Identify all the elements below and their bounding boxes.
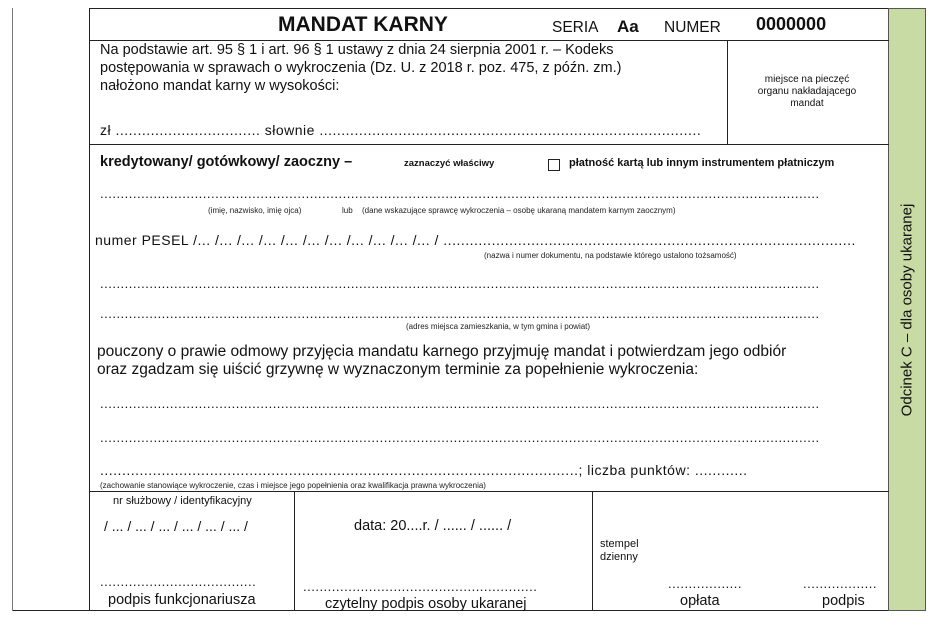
officer-sign-label: podpis funkcjonariusza xyxy=(108,592,256,608)
name-caption-b: (dane wskazujące sprawcę wykroczenia – osobę ukaraną mandatem karnym zaocznym) xyxy=(362,206,676,215)
stamp-box-left xyxy=(727,40,728,145)
name-dots[interactable]: ............................................................................................................................................................................... xyxy=(100,186,820,201)
legal-line-1: Na podstawie art. 95 § 1 i art. 96 § 1 ustawy z dnia 24 sierpnia 2001 r. – Kodeks xyxy=(100,42,614,58)
pesel-row[interactable]: numer PESEL /... /... /... /... /... /... /... /... /... /... /... / .............................................................................................. xyxy=(95,232,856,248)
side-band xyxy=(888,8,926,611)
person-sign-label: czytelny podpis osoby ukaranej xyxy=(325,596,527,612)
card-payment-checkbox[interactable] xyxy=(548,159,560,171)
seria-value: Aa xyxy=(617,17,639,36)
section-divider-1 xyxy=(89,144,889,145)
legal-line-2: postępowania w sprawach o wykroczenia (Dz. U. z 2018 r. poz. 475, z późn. zm.) xyxy=(100,60,622,76)
numer-value: 0000000 xyxy=(756,14,827,34)
fee-dots[interactable]: .................. xyxy=(668,576,743,591)
offence-dots-1[interactable]: ............................................................................................................................................................................... xyxy=(100,396,820,411)
amount-row[interactable]: zł ................................. słownie ....................................................................................... xyxy=(100,122,702,138)
officer-id-dots[interactable]: / ... / ... / ... / ... / ... / ... / xyxy=(104,518,248,534)
frame-left-margin xyxy=(12,8,13,611)
instruction-line-1: pouczony o prawie odmowy przyjęcia mandatu karnego przyjmuję mandat i potwierdzam jego odbiór xyxy=(97,343,787,360)
section-divider-2 xyxy=(89,491,889,492)
person-sign-dots[interactable]: ......................................................... xyxy=(303,579,538,594)
sign-label: podpis xyxy=(822,593,865,609)
name-caption-a: (imię, nazwisko, imię ojca) xyxy=(208,206,302,215)
header-divider xyxy=(89,40,889,41)
stamp-place-label: miejsce na pieczęć organu nakładającego mandat xyxy=(757,74,857,109)
seria-label: SERIA xyxy=(552,19,599,36)
offence-caption: (zachowanie stanowiące wykroczenie, czas i miejsce jego popełnienia oraz kwalifikacja prawna wykroczenia) xyxy=(100,481,486,490)
address-dots-2[interactable]: ............................................................................................................................................................................... xyxy=(100,306,820,321)
officer-sign-dots[interactable]: ...................................... xyxy=(100,574,257,589)
footer-col-2 xyxy=(592,491,593,611)
doc-caption: (nazwa i numer dokumentu, na podstawie którego ustalono tożsamość) xyxy=(484,251,737,260)
footer-col-1 xyxy=(294,491,295,611)
address-caption: (adres miejsca zamieszkania, w tym gmina i powiat) xyxy=(406,322,591,331)
side-band-label: Odcinek C – dla osoby ukaranej xyxy=(898,203,916,416)
numer-label: NUMER xyxy=(664,19,721,36)
offence-last-row[interactable]: .............................................................................................................; liczba punktów: ............ xyxy=(100,462,748,478)
frame-top xyxy=(89,8,889,9)
date-row[interactable]: data: 20....r. / ...... / ...... / xyxy=(354,518,512,534)
name-caption-lub: lub xyxy=(342,206,353,215)
card-payment-label: płatność kartą lub innym instrumentem płatniczym xyxy=(569,157,835,169)
officer-id-label: nr służbowy / identyfikacyjny xyxy=(113,495,252,507)
frame-left xyxy=(89,8,90,611)
instruction-line-2: oraz zgadzam się uiścić grzywnę w wyznaczonym terminie za popełnienie wykroczenia: xyxy=(97,361,699,378)
offence-dots-2[interactable]: ............................................................................................................................................................................... xyxy=(100,430,820,445)
form-title: MANDAT KARNY xyxy=(278,13,448,36)
choose-label: zaznaczyć właściwy xyxy=(404,158,495,169)
payment-types: kredytowany/ gotówkowy/ zaoczny – xyxy=(100,154,353,170)
stamp-label: stempel dzienny xyxy=(600,538,639,563)
legal-line-3: nałożono mandat karny w wysokości: xyxy=(100,78,340,94)
fee-label: opłata xyxy=(680,593,720,609)
address-dots-1[interactable]: ............................................................................................................................................................................... xyxy=(100,276,820,291)
sign-dots[interactable]: .................. xyxy=(803,576,878,591)
